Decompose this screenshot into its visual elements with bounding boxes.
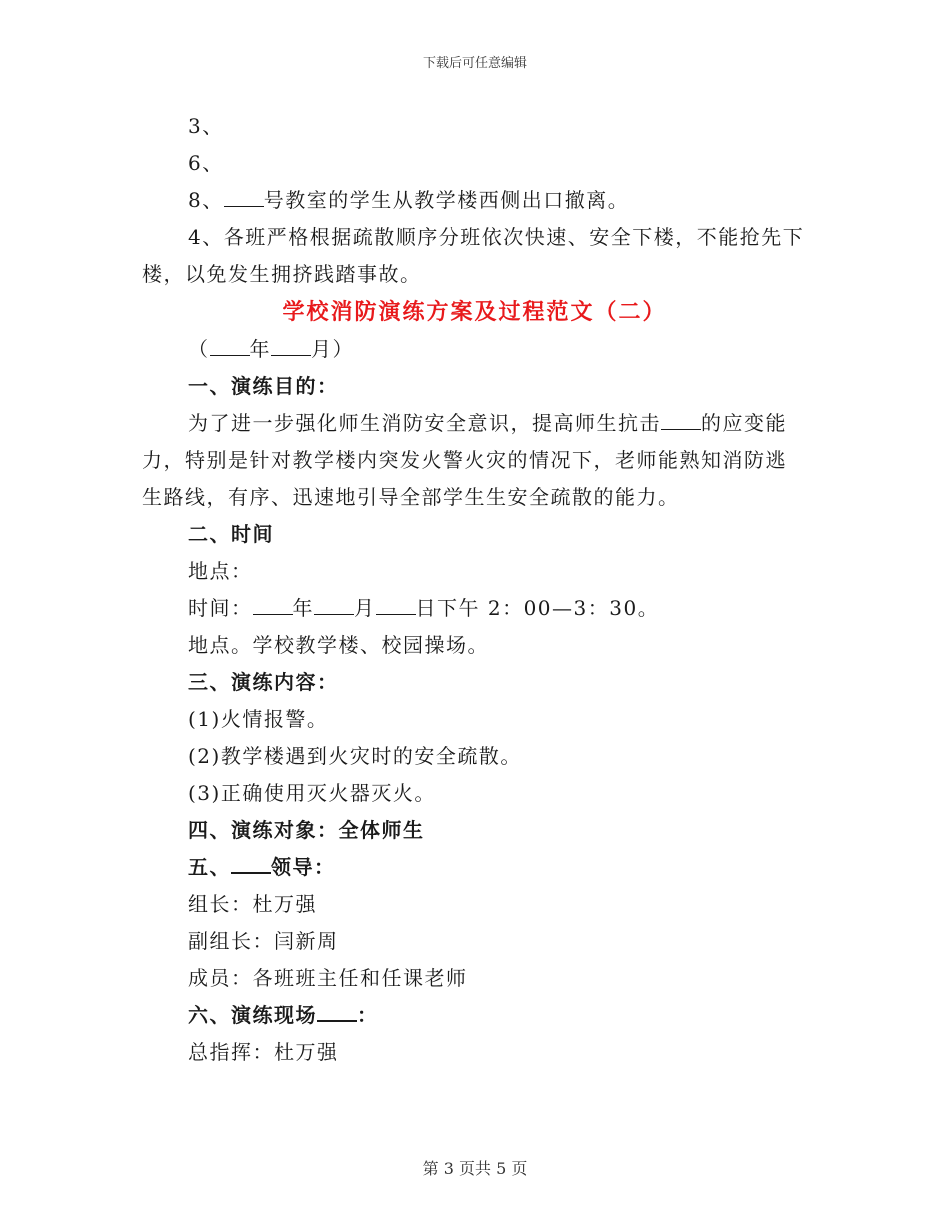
leader-line: 组长：杜万强 [188, 892, 317, 916]
document-body [142, 108, 807, 1071]
fill-blank [376, 596, 416, 615]
fill-blank [661, 411, 701, 430]
paragraph-evacuation-line-1: 4、各班严格根据疏散顺序分班依次快速、安全下楼，不能抢先下 [188, 225, 805, 249]
vice-leader-line: 副组长：闫新周 [188, 929, 339, 953]
page-footer: 第 3 页共 5 页 [422, 1159, 528, 1178]
list-item-8-number: 8、 [188, 188, 224, 212]
commander-line: 总指挥：杜万强 [188, 1040, 339, 1064]
heading-site [142, 997, 807, 1034]
fill-blank [231, 854, 271, 874]
fill-blank [271, 337, 311, 356]
page-header: 下载后可任意编辑 [422, 56, 527, 71]
heading-leadership [142, 849, 807, 886]
time-rest: 日下午 2：00—3：30。 [415, 596, 660, 620]
content-item-1: (1)火情报警。 [188, 707, 329, 731]
fill-blank [210, 337, 250, 356]
paragraph-evacuation-line-2: 楼，以免发生拥挤践踏事故。 [142, 262, 422, 286]
paragraph-purpose-line-2: 力，特别是针对教学楼内突发火警火灾的情况下，老师能熟知消防逃 [142, 448, 787, 472]
section-title: 学校消防演练方案及过程范文（二） [282, 299, 667, 325]
place-line-1: 地点： [188, 559, 253, 583]
content-item-2: (2)教学楼遇到火灾时的安全疏散。 [188, 744, 522, 768]
members-line: 成员：各班班主任和任课老师 [188, 966, 468, 990]
list-item-8-text: 号教室的学生从教学楼西侧出口撤离。 [263, 188, 630, 212]
leadership-prefix: 五、 [188, 855, 231, 879]
list-item-3: 3、 [188, 114, 224, 138]
purpose-text-a: 为了进一步强化师生消防安全意识，提高师生抗击 [188, 411, 661, 435]
time-month: 月 [354, 596, 376, 620]
purpose-text-b: 的应变能 [701, 411, 787, 435]
fill-blank [317, 1002, 357, 1022]
fill-blank [224, 188, 264, 207]
list-item-8 [142, 182, 807, 219]
fill-blank [314, 596, 354, 615]
list-item-6: 6、 [188, 151, 224, 175]
paragraph-purpose-line-3: 生路线，有序、迅速地引导全部学生生安全疏散的能力。 [142, 485, 680, 509]
date-year: 年 [249, 337, 271, 361]
time-year: 年 [292, 596, 314, 620]
site-suffix: ： [357, 1003, 379, 1027]
content-item-3: (3)正确使用灭火器灭火。 [188, 781, 436, 805]
time-label: 时间： [188, 596, 253, 620]
heading-participants: 四、演练对象：全体师生 [188, 818, 425, 842]
date-close: 月） [311, 337, 354, 361]
leadership-suffix: 领导： [271, 855, 336, 879]
site-prefix: 六、演练现场 [188, 1003, 317, 1027]
heading-time: 二、时间 [188, 522, 274, 546]
paragraph-purpose-line-1 [142, 405, 807, 442]
date-line [142, 331, 807, 368]
date-open: （ [188, 337, 210, 361]
heading-purpose: 一、演练目的： [188, 374, 339, 398]
heading-content: 三、演练内容： [188, 670, 339, 694]
place-line-2: 地点。学校教学楼、校园操场。 [188, 633, 489, 657]
fill-blank [253, 596, 293, 615]
time-line [142, 590, 807, 627]
